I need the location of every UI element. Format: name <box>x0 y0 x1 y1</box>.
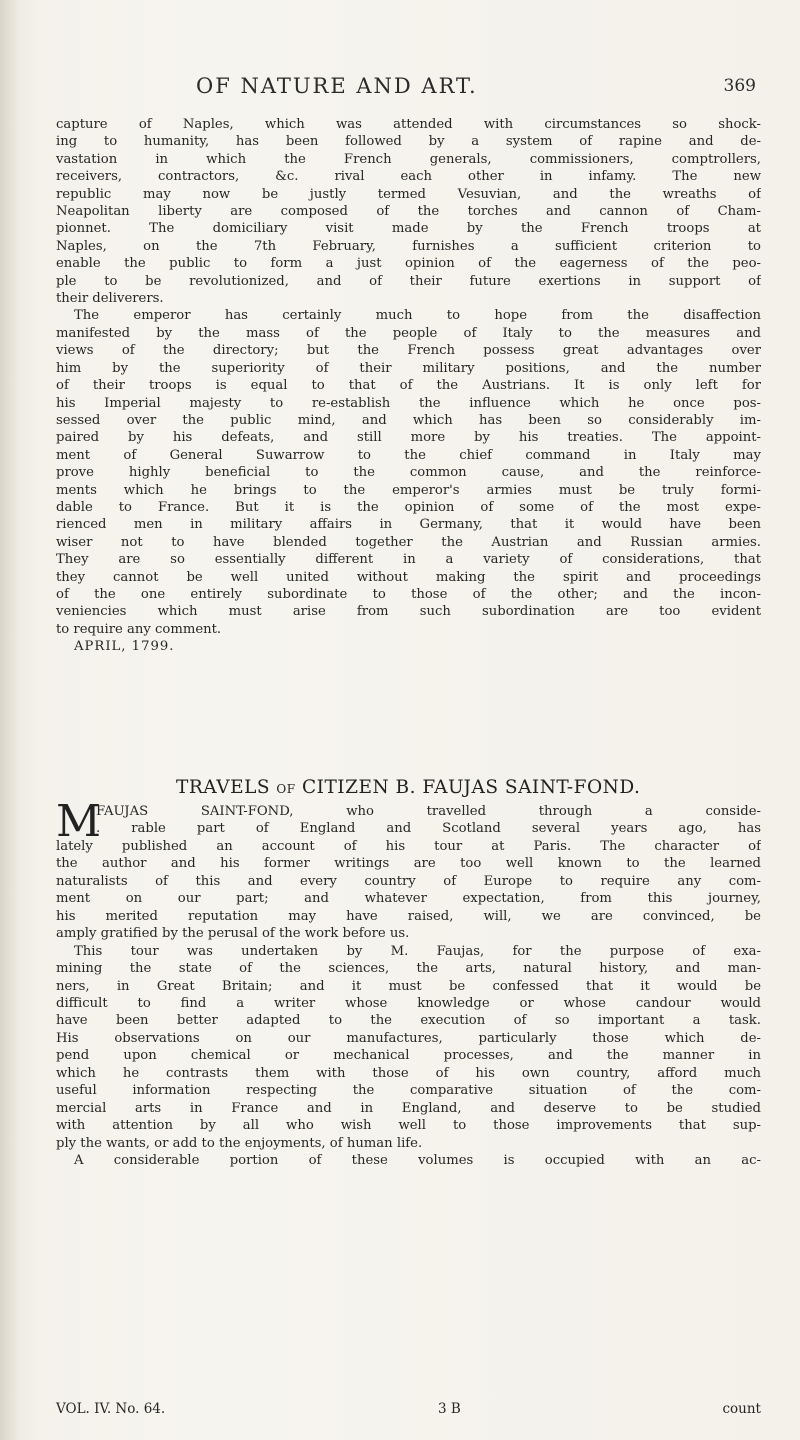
text-line: wiser not to have blended together the Austrian and Russian armies. <box>56 534 761 550</box>
text-line: to require any comment. <box>56 621 222 637</box>
text-line: veniencies which must arise from such subordination are too evident <box>56 604 761 620</box>
text-line: which he contrasts them with those of his own country, afford much <box>56 1065 761 1081</box>
title-of: OF <box>276 782 296 796</box>
text-line: rienced men in military affairs in Germany, that it would have been <box>56 517 761 533</box>
text-line: with attention by all who wish well to those improvements that sup- <box>56 1118 761 1134</box>
text-line: have been better adapted to the execution of so important a task. <box>56 1013 761 1029</box>
page-gutter <box>0 0 18 1440</box>
title-part-2: CITIZEN B. FAUJAS SAINT-FOND. <box>301 777 641 798</box>
text-line: The emperor has certainly much to hope from the disaffection <box>74 308 761 324</box>
text-line: ply the wants, or add to the enjoyments, of human life. <box>56 1135 423 1151</box>
text-line: dable to France. But it is the opinion of some of the most expe- <box>56 499 761 515</box>
text-line: Naples, on the 7th February, furnishes a sufficient criterion to <box>56 238 761 254</box>
text-line: ment of General Suwarrow to the chief command in Italy may <box>56 447 761 463</box>
catchword: count <box>722 1401 761 1417</box>
text-line: prove highly beneficial to the common cause, and the reinforce- <box>56 465 761 481</box>
text-line: views of the directory; but the French possess great advantages over <box>56 343 761 359</box>
text-line: amply gratified by the perusal of the work before us. <box>56 926 410 942</box>
text-line: Neapolitan liberty are composed of the torches and cannon of Cham- <box>56 204 761 220</box>
drop-cap: M <box>56 796 102 847</box>
text-line: lately published an account of his tour at Paris. The character of <box>56 838 761 854</box>
text-line: vastation in which the French generals, commissioners, comptrollers, <box>56 151 761 167</box>
text-line: they cannot be well united without making the spirit and proceedings <box>56 569 761 585</box>
text-line: mining the state of the sciences, the arts, natural history, and man- <box>56 961 761 977</box>
page-footer <box>56 1401 761 1421</box>
text-line: him by the superiority of their military positions, and the number <box>56 360 761 376</box>
text-line: capture of Naples, which was attended with circumstances so shock- <box>56 117 761 132</box>
text-line: republic may now be justly termed Vesuvian, and the wreaths of <box>56 186 761 202</box>
text-line: enable the public to form a just opinion of the eagerness of the peo- <box>56 256 761 272</box>
text-line: ners, in Great Britain; and it must be confessed that it would be <box>56 978 761 994</box>
text-line: This tour was undertaken by M. Faujas, for the purpose of exa- <box>74 943 761 959</box>
text-line: his Imperial majesty to re-establish the influence which he once pos- <box>56 395 761 411</box>
prior-article-text <box>56 116 761 656</box>
text-line: his merited reputation may have raised, will, we are convinced, be <box>56 908 761 924</box>
text-line: . rable part of England and Scotland several years ago, has <box>96 821 761 837</box>
text-line: ment on our part; and whatever expectation, from this journey, <box>56 891 761 907</box>
text-line: difficult to find a writer whose knowledge or whose candour would <box>56 995 761 1011</box>
text-line: naturalists of this and every country of Europe to require any com- <box>56 873 761 889</box>
text-line: the author and his former writings are too well known to the learned <box>56 856 761 872</box>
text-line: their deliverers. <box>56 291 164 307</box>
page-header <box>0 74 800 102</box>
text-line: ple to be revolutionized, and of their future exertions in support of <box>56 273 761 289</box>
text-line: pionnet. The domiciliary visit made by the French troops at <box>56 221 761 237</box>
title-part-1: TRAVELS <box>176 777 271 798</box>
text-line: A considerable portion of these volumes is occupied with an ac- <box>74 1153 761 1169</box>
text-line: mercial arts in France and in England, and deserve to be studied <box>56 1100 761 1116</box>
text-line: paired by his defeats, and still more by his treaties. The appoint- <box>56 430 761 446</box>
text-line: sessed over the public mind, and which has been so considerably im- <box>56 412 761 428</box>
page-number: 369 <box>723 76 756 96</box>
text-line: pend upon chemical or mechanical processes, and the manner in <box>56 1048 761 1064</box>
text-line: of the one entirely subordinate to those of the other; and the incon- <box>56 586 761 602</box>
text-line: ing to humanity, has been followed by a system of rapine and de- <box>56 134 761 150</box>
text-line: receivers, contractors, &c. rival each other in infamy. The new <box>56 169 761 185</box>
text-line: useful information respecting the comparative situation of the com- <box>56 1083 761 1099</box>
text-line: ments which he brings to the emperor's armies must be truly formi- <box>56 482 761 498</box>
text-line: manifested by the mass of the people of Italy to the measures and <box>56 325 761 341</box>
text-line: FAUJAS SAINT-FOND, who travelled through a conside- <box>96 804 761 819</box>
text-line: They are so essentially different in a variety of considerations, that <box>56 552 761 568</box>
article-date: APRIL, 1799. <box>74 639 175 655</box>
running-head: OF NATURE AND ART. <box>196 74 478 98</box>
volume-label: VOL. IV. No. 64. <box>56 1401 166 1417</box>
article-title <box>176 777 640 798</box>
article-text <box>56 796 761 1170</box>
text-line: His observations on our manufactures, particularly those which de- <box>56 1030 761 1046</box>
text-line: of their troops is equal to that of the Austrians. It is only left for <box>56 378 761 394</box>
signature-mark: 3 B <box>438 1401 461 1417</box>
